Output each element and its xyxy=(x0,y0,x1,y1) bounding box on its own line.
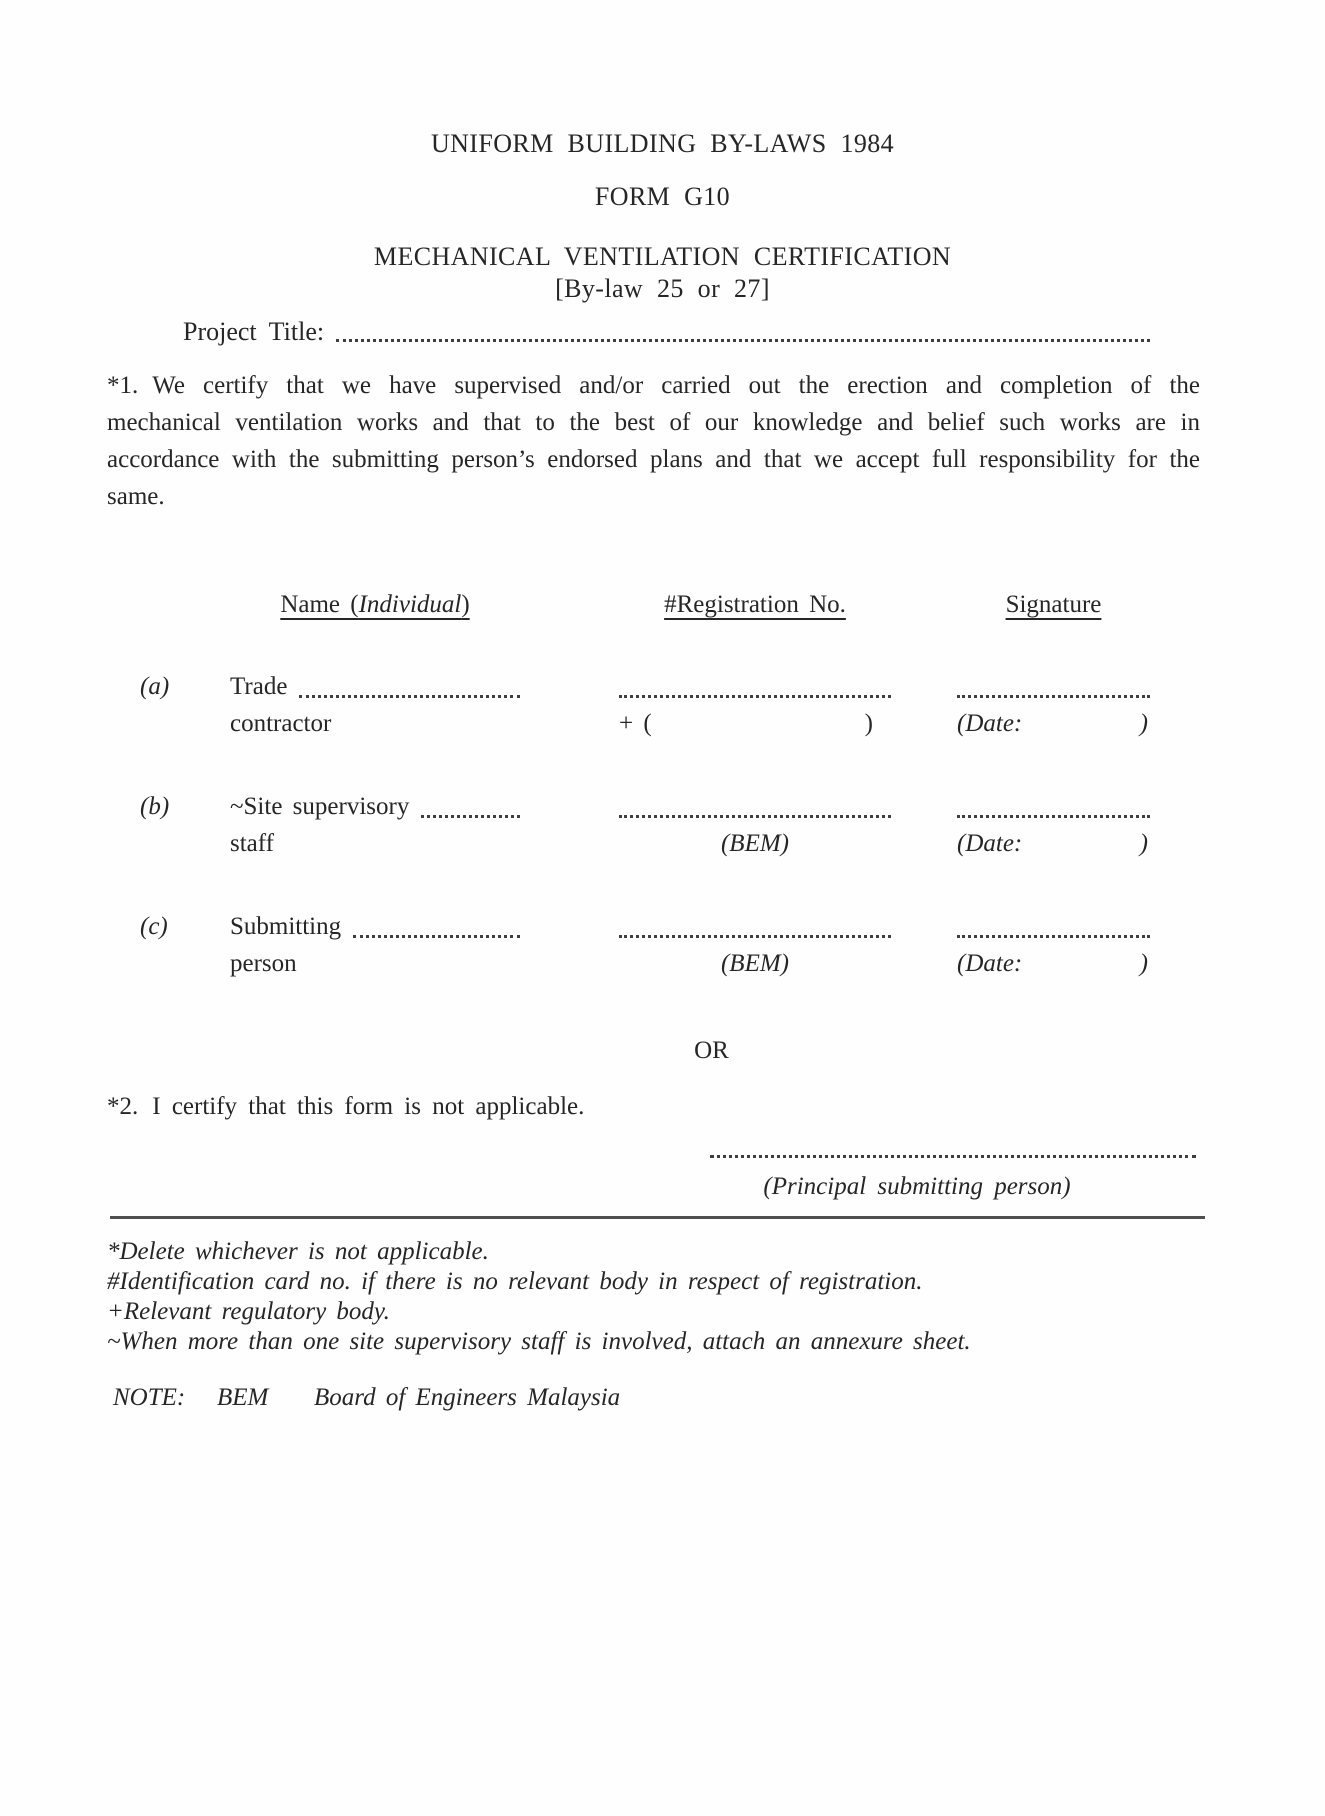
signature-caption: (Principal submitting person) xyxy=(763,1173,1071,1200)
document-header xyxy=(0,0,1325,305)
table-row xyxy=(140,788,1200,862)
dotted-line xyxy=(957,935,1150,938)
or-separator: OR xyxy=(694,1037,729,1064)
column-header-name: Name (Individual) xyxy=(280,591,470,618)
project-title-label: Project Title: xyxy=(183,317,325,346)
signature-field xyxy=(957,668,1150,705)
note-row xyxy=(107,1383,1200,1413)
project-title-row xyxy=(183,315,1150,349)
clause-2-marker: *2. xyxy=(107,1093,139,1120)
footnote-divider xyxy=(110,1216,1205,1219)
dotted-line xyxy=(619,695,891,698)
footnote-regulatory: +Relevant regulatory body. xyxy=(107,1298,390,1325)
date-parens: (Date: ) xyxy=(957,950,1148,977)
principal-signature-block xyxy=(710,1155,1196,1202)
signature-field xyxy=(957,908,1150,945)
project-title-dotted-line xyxy=(336,339,1150,342)
dotted-line xyxy=(957,815,1150,818)
column-header-signature: Signature xyxy=(1005,591,1102,618)
registration-field xyxy=(619,908,891,945)
footnotes xyxy=(107,1237,1200,1357)
form-number: FORM G10 xyxy=(594,182,731,211)
signature-field xyxy=(957,788,1150,825)
row-label: (a) xyxy=(140,673,170,700)
dotted-line xyxy=(353,935,520,938)
dotted-line xyxy=(619,815,891,818)
table-header-row xyxy=(140,586,1200,623)
dotted-line xyxy=(619,935,891,938)
dotted-line xyxy=(957,695,1150,698)
date-parens: (Date: ) xyxy=(957,830,1148,857)
clause-1-paragraph xyxy=(107,367,1200,515)
dotted-line xyxy=(421,815,520,818)
bem-label: (BEM) xyxy=(720,950,790,977)
note-organization: Board of Engineers Malaysia xyxy=(314,1384,621,1411)
note-label: NOTE: xyxy=(113,1384,186,1411)
bem-label: (BEM) xyxy=(720,830,790,857)
clause-1-marker: *1. xyxy=(107,372,139,399)
row-label: (c) xyxy=(140,913,168,940)
registration-field xyxy=(619,788,891,825)
signature-dotted-line xyxy=(710,1155,1196,1158)
registration-field xyxy=(619,668,891,705)
footnote-identification: #Identification card no. if there is no relevant body in respect of registration. xyxy=(107,1268,923,1295)
column-header-registration: #Registration No. xyxy=(664,591,846,618)
dotted-line xyxy=(299,695,520,698)
table-row xyxy=(140,668,1200,742)
form-body xyxy=(0,315,1325,1413)
name-field-line2: staff xyxy=(230,830,274,857)
row-label: (b) xyxy=(140,793,170,820)
name-field: ~Site supervisory xyxy=(230,788,520,825)
clause-1-text: We certify that we have supervised and/or carried out the erection and completion of the mechanical ventilation works and that to the best of our knowledge and belief such works are in accordance with the submitting person’s endorsed plans and that we accept full responsibility for the same. xyxy=(107,372,1200,510)
footnote-annexure: ~When more than one site supervisory staff is involved, attach an annexure sheet. xyxy=(107,1328,971,1355)
clause-2-paragraph xyxy=(107,1091,1200,1123)
document-title: UNIFORM BUILDING BY-LAWS 1984 xyxy=(430,129,895,158)
name-field: Submitting xyxy=(230,908,520,945)
date-parens: (Date: ) xyxy=(957,710,1148,737)
bylaw-reference: [By-law 25 or 27] xyxy=(555,274,770,303)
form-subtitle: MECHANICAL VENTILATION CERTIFICATION xyxy=(373,242,952,271)
name-field: Trade xyxy=(230,668,520,705)
name-field-line2: person xyxy=(230,950,297,977)
note-abbreviation: BEM xyxy=(217,1384,269,1411)
name-field-line2: contractor xyxy=(230,710,332,737)
footnote-delete: *Delete whichever is not applicable. xyxy=(107,1238,489,1265)
regulatory-body-parens: + ( ) xyxy=(619,710,873,737)
table-row xyxy=(140,908,1200,982)
clause-2-text: I certify that this form is not applicable. xyxy=(152,1093,585,1120)
